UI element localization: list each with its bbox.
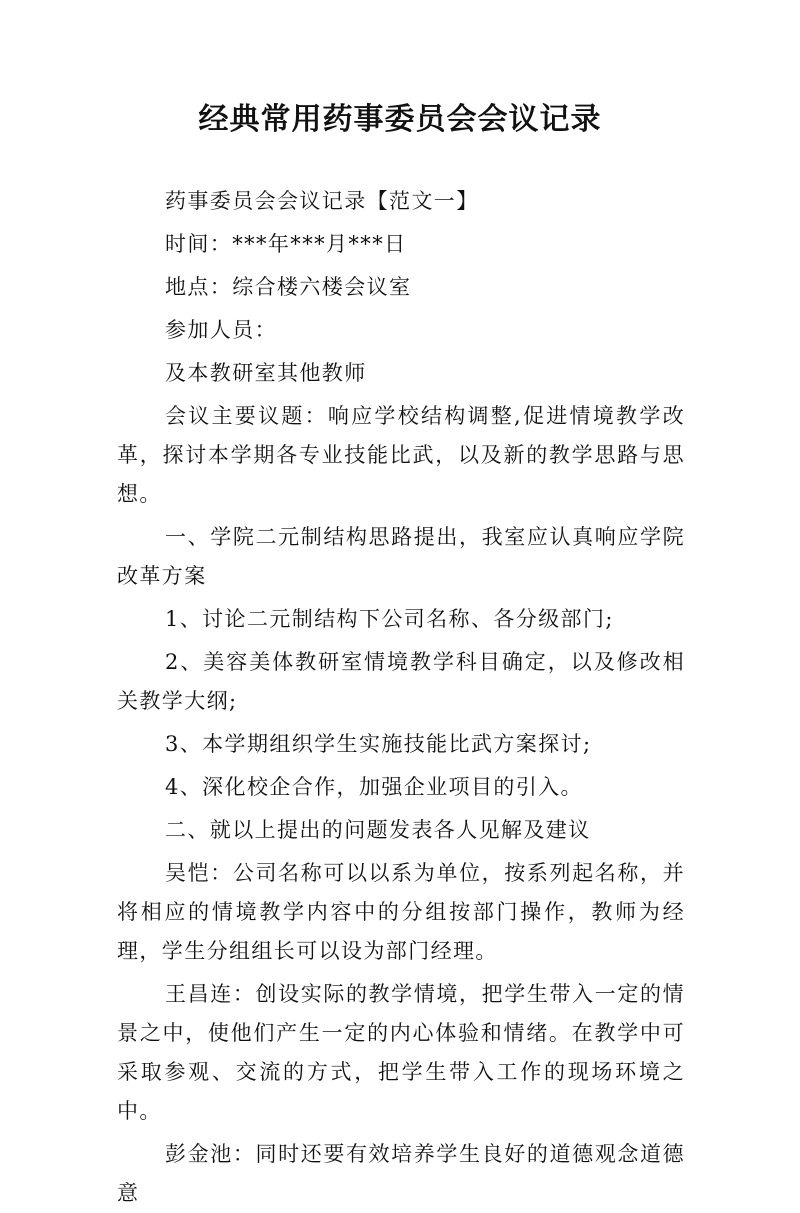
document-body xyxy=(117,182,685,1213)
paragraph-agenda: 会议主要议题：响应学校结构调整,促进情境教学改革，探讨本学期各专业技能比武，以及新的教学思路与思想。 xyxy=(117,404,685,506)
paragraph-attendees: 参加人员： xyxy=(165,318,277,342)
paragraph-peng-jinchi: 彭金池：同时还要有效培养学生良好的道德观念道德意 xyxy=(117,1142,685,1205)
paragraph-section-one: 一、学院二元制结构思路提出，我室应认真响应学院改革方案 xyxy=(117,525,685,588)
paragraph-other-teachers: 及本教研室其他教师 xyxy=(165,361,367,385)
paragraph-section-two: 二、就以上提出的问题发表各人见解及建议 xyxy=(165,818,591,842)
paragraph-item-2: 2、美容美体教研室情境教学科目确定，以及修改相关教学大纲; xyxy=(117,650,685,713)
paragraph-heading: 药事委员会会议记录【范文一】 xyxy=(165,189,479,213)
paragraph-wang-changlian: 王昌连：创设实际的教学情境，把学生带入一定的情景之中，使他们产生一定的内心体验和情绪。在教学中可采取参观、交流的方式，把学生带入工作的现场环境之中。 xyxy=(117,982,685,1123)
paragraph-location: 地点：综合楼六楼会议室 xyxy=(165,275,412,299)
paragraph-item-4: 4、深化校企合作，加强企业项目的引入。 xyxy=(165,775,583,799)
paragraph-time: 时间：***年***月***日 xyxy=(165,232,407,256)
document-title: 经典常用药事委员会会议记录 xyxy=(198,102,602,137)
paragraph-wu-kai: 吴恺：公司名称可以以系为单位，按系列起名称，并将相应的情境教学内容中的分组按部门操作，教师为经理，学生分组组长可以设为部门经理。 xyxy=(117,861,685,963)
paragraph-item-1: 1、讨论二元制结构下公司名称、各分级部门; xyxy=(165,607,614,631)
paragraph-item-3: 3、本学期组织学生实施技能比武方案探讨; xyxy=(165,732,592,756)
